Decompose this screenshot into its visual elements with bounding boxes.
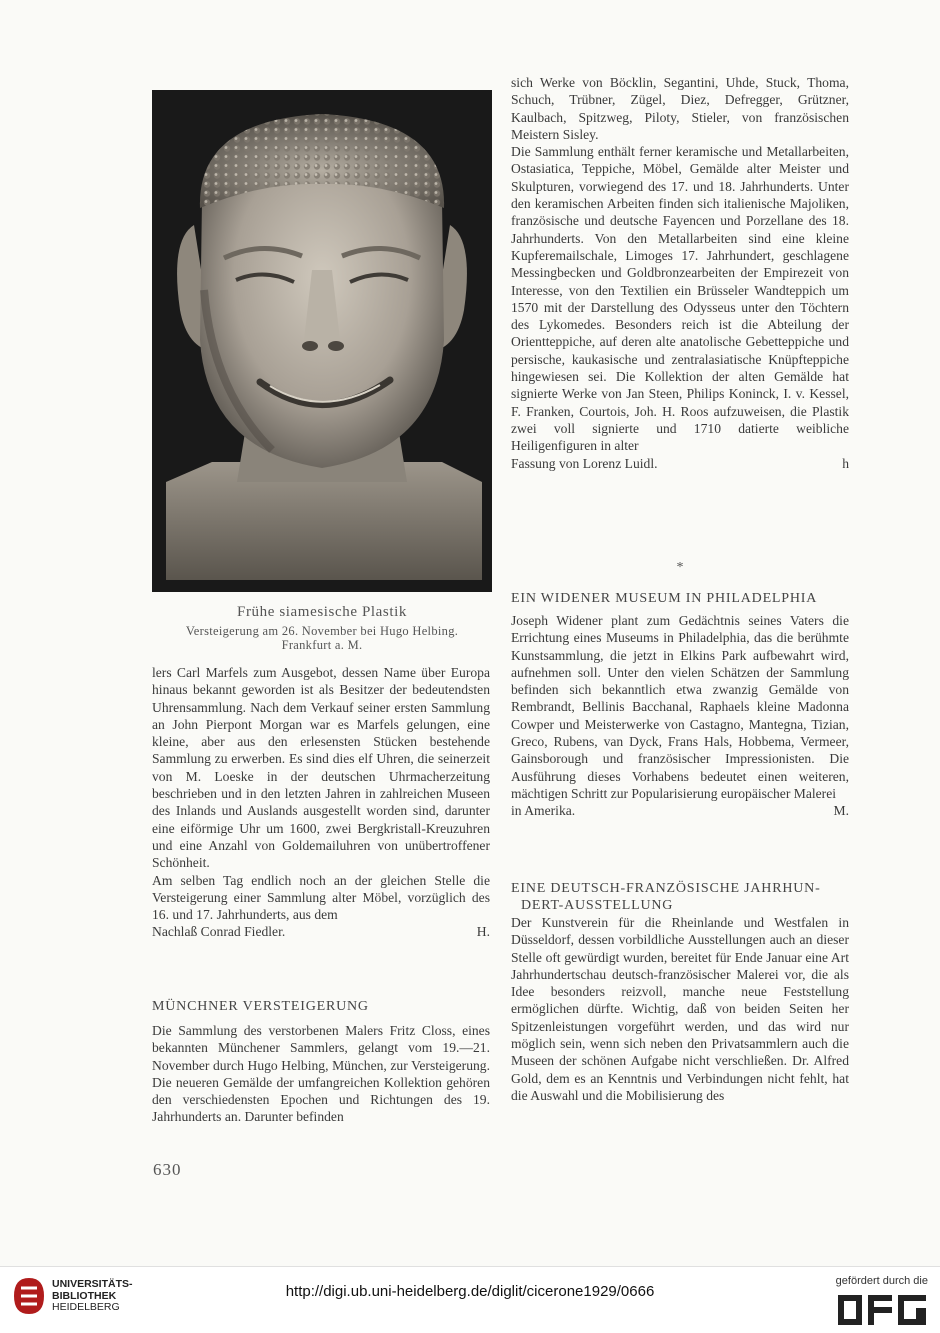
paragraph: Die Sammlung des verstorbenen Malers Fritz Closs, eines bekannten Münchener Sammlers, gelangt vom 19.—21. November durch Hugo Helbing, München, zur Versteigerung. Die neueren Gemälde der umfangreichen Kollektion gehören den verschiedensten Epochen und Richtungen des 19. Jahrhunderts an. Darunter befinden [152,1023,490,1125]
caption-line: Frankfurt a. M. [281,638,363,652]
section-heading [511,880,821,914]
paragraph: Joseph Widener plant zum Gedächtnis seines Vaters die Errichtung eines Museums in Philadelphia, das die berühmte Kunstsammlung, die jetzt in Elkins Park aufbewahrt wird, aufnehmen soll. Unter den vielen Schätzen der Sammlung befinden sich bekanntlich etwa zwanzig Gemälde von Rembrandt, Bellinis Bacchanal, Raphaels kleine Madonna Cowper und Meisterwerke von Castagno, Mantegna, Tizian, Greco, Rubens, van Dyck, Frans Hals, Hobbema, Vermeer, Gainsborough und französischer Impressionisten. Die Ausführung dieses Vorhabens bedeutet einen weiteren, mächtigen Schritt zur Popularisierung europäischer Malerei [511,613,849,801]
paragraph: lers Carl Marfels zum Ausgebot, dessen Name über Europa hinaus bekannt geworden ist als Besitzer der bedeutendsten Uhrensammlung. Nach dem Verkauf seiner ersten Sammlung an John Pierpont Morgan war es Marfels gelungen, eine kleine, aber aus den erlesensten Stücken bestehende Sammlung zu erwerben. Es sind dies elf Uhren, die seinerzeit von M. Loeske in der deutschen Uhrmacherzeitung beschrieben und in den letzten Jahren in zahlreichen Museen des Inlands und Auslands ausgestellt worden sind, darunter eine eiförmige Uhr um 1600, zwei Bergkristall-Kreuzuhren und eine Anzahl von Goldemailuhren von unübertroffener Schönheit. [152,665,490,871]
author-initial: H. [476,924,490,940]
library-name-line: BIBLIOTHEK [52,1289,117,1302]
paragraph-end: in Amerika. [511,803,576,819]
heading-line: DERT-AUSSTELLUNG [521,898,674,913]
document-url-link[interactable]: http://digi.ub.uni-heidelberg.de/diglit/cicerone1929/0666 [285,1283,655,1300]
dfg-logo[interactable] [838,1293,928,1332]
right-column-text-3 [511,914,849,1104]
paragraph-end: Fassung von Lorenz Luidl. [511,455,658,471]
sculpture-photograph [152,90,492,592]
paragraph-closing-line [511,455,849,472]
page-number: 630 [153,1160,182,1179]
paragraph: sich Werke von Böcklin, Segantini, Uhde, Stuck, Thoma, Schuch, Trübner, Zügel, Diez, Defregger, Grützner, Kaulbach, Spitzweg, Piloty, Stieler, von französischen Meistern Sisley. [511,75,849,142]
author-initial: h [842,455,849,471]
caption-line: Versteigerung am 26. November bei Hugo Helbing. [185,624,459,638]
right-column-text-2 [511,612,849,820]
paragraph-closing-line [152,923,490,940]
library-name-line: UNIVERSITÄTS- [52,1278,133,1290]
paragraph: Der Kunstverein für die Rheinlande und Westfalen in Düsseldorf, dessen vorbildliche Ausstellungen auch an dieser Stelle oft gewürdigt wurden, bereitet für Ende Januar eine Art Jahrhundertschau deutsch-französischer Malerei vor, die als Idee besonders reizvoll, manche neue Feststellung ermöglichen dürfte. Wichtig, daß von beiden Seiten her Spitzenleistungen vorgeführt werden, und das wird nur möglich sein, wenn sich neben den Privatsammlern auch die Museen der schönen Aufgabe nicht verschließen. Dr. Alfred Gold, dem es an Kenntnis und Verbindungen nicht fehlt, hat die Auswahl und die Mobilisierung des [511,915,849,1103]
section-separator-star: * [676,560,684,575]
paragraph: Die Sammlung enthält ferner keramische und Metallarbeiten, Ostasiatica, Teppiche, Möbel, Gemälde alter Meister und Skulpturen, vorwiegend des 17. und 18. Jahrhunderts. Unter den keramischen Arbeiten finden sich italienische Majoliken, französische und deutsche Fayencen und Porzellane des 18. Jahrhunderts. Von den Metallarbeiten sind eine kleine Kupferemailschale, Limoges 17. Jahrhundert, geschlagene Messingbecken und Goldbronzearbeiten der Empirezeit von Interesse, von den Textilien ein Brüsseler Wandteppich um 1570 mit der Darstellung des Odysseus unter den Töchtern des Lykomedes. Besonders reich ist die Abteilung der Orientteppiche, auf deren alte anatolische Gebetteppiche und persische, kaukasische und zentralasiatische Knüpfteppiche hingewiesen sei. Die Kollektion der alten Gemälde hat signierte Werke von Jan Steen, Philips Koninck, I. v. Kessel, F. Franken, Courtois, Joh. H. Roos aufzuweisen, die Plastik zwei voll signierte und 1710 datierte weibliche Heiligenfiguren in alter [511,144,849,454]
figure-caption-details [152,624,492,652]
section-heading: EIN WIDENER MUSEUM IN PHILADELPHIA [511,591,818,606]
left-column-text-2 [152,1022,490,1126]
left-column-text [152,664,490,941]
paragraph-closing-line [511,802,849,819]
heading-line: EINE DEUTSCH-FRANZÖSISCHE JAHRHUN- [511,881,821,896]
figure-caption-title: Frühe siamesische Plastik [237,604,407,620]
right-column-text [511,74,849,472]
paragraph: Am selben Tag endlich noch an der gleichen Stelle die Versteigerung einer Sammlung alter Möbel, vorzüglich des 16. und 17. Jahrhunderts, aus dem [152,872,490,923]
section-heading: MÜNCHNER VERSTEIGERUNG [152,999,369,1014]
author-initial: M. [833,803,849,819]
siamese-head-image [152,90,492,592]
paragraph-end: Nachlaß Conrad Fiedler. [152,924,286,940]
funding-label: gefördert durch die [835,1275,928,1287]
library-name-line: HEIDELBERG [52,1301,120,1313]
